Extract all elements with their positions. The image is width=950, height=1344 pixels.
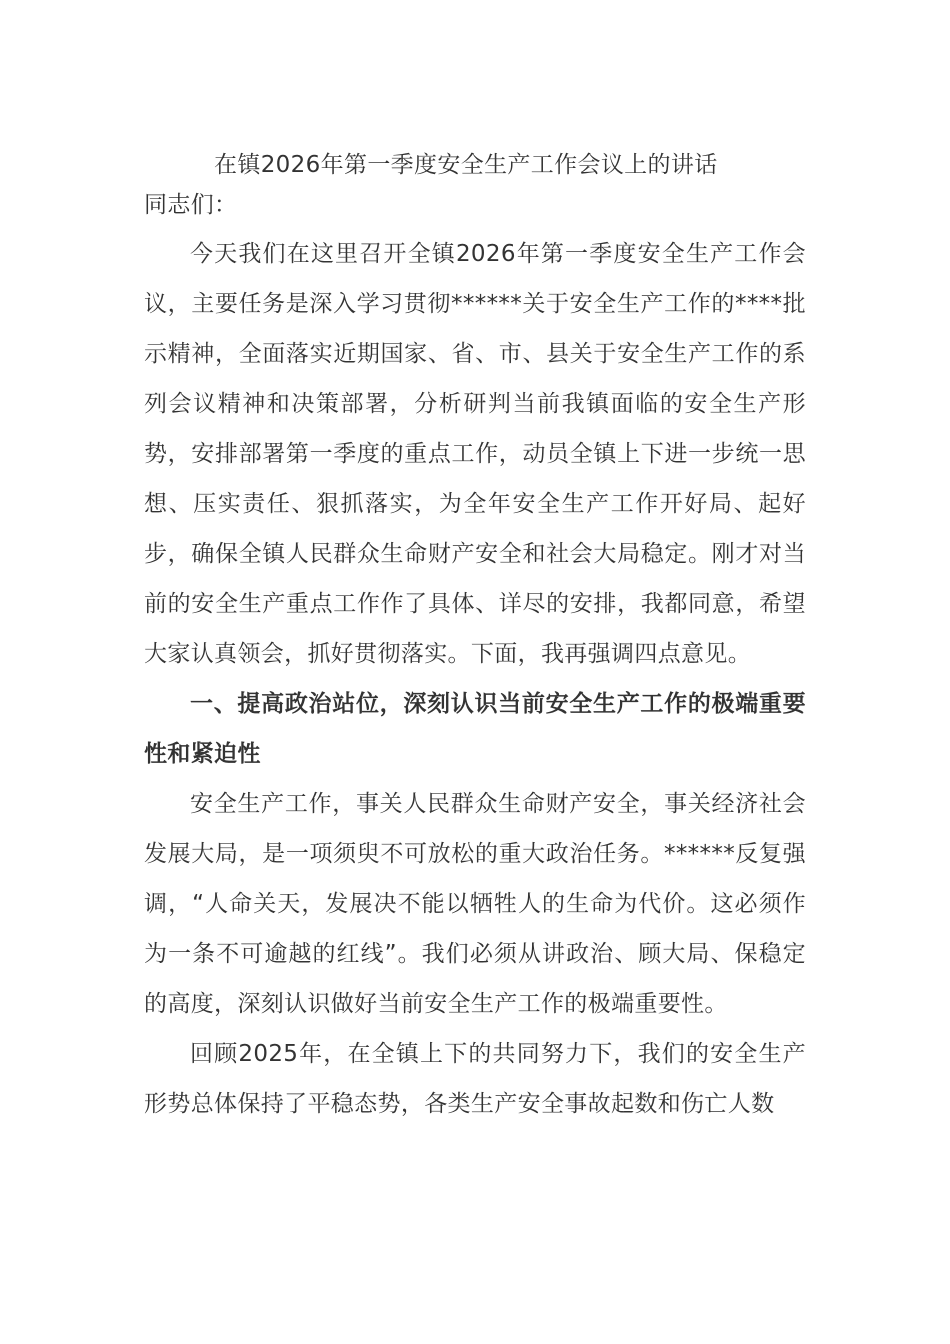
intro-paragraph: 今天我们在这里召开全镇2026年第一季度安全生产工作会议，主要任务是深入学习贯彻******关于安全生产工作的****批示精神，全面落实近期国家、省、市、县关于安全生产工作的系列会议精神和决策部署，分析研判当前我镇面临的安全生产形势，安排部署第一季度的重点工作，动员全镇上下进一步统一思想、压实责任、狠抓落实，为全年安全生产工作开好局、起好步，确保全镇人民群众生命财产安全和社会大局稳定。刚才对当前的安全生产重点工作作了具体、详尽的安排，我都同意，希望大家认真领会，抓好贯彻落实。下面，我再强调四点意见。 bbox=[144, 241, 806, 667]
section-heading-1: 一、提高政治站位，深刻认识当前安全生产工作的极端重要性和紧迫性 bbox=[144, 691, 806, 767]
section1-paragraph-1: 安全生产工作，事关人民群众生命财产安全，事关经济社会发展大局，是一项须臾不可放松的重大政治任务。******反复强调，“人命关天，发展决不能以牺牲人的生命为代价。这必须作为一条不可逾越的红线”。我们必须从讲政治、顾大局、保稳定的高度，深刻认识做好当前安全生产工作的极端重要性。 bbox=[144, 791, 806, 1017]
document-title: 在镇2026年第一季度安全生产工作会议上的讲话 bbox=[214, 152, 718, 178]
section1-paragraph-2: 回顾2025年，在全镇上下的共同努力下，我们的安全生产形势总体保持了平稳态势，各类生产安全事故起数和伤亡人数 bbox=[144, 1041, 806, 1117]
salutation: 同志们： bbox=[144, 192, 238, 218]
document-body bbox=[144, 143, 806, 1129]
